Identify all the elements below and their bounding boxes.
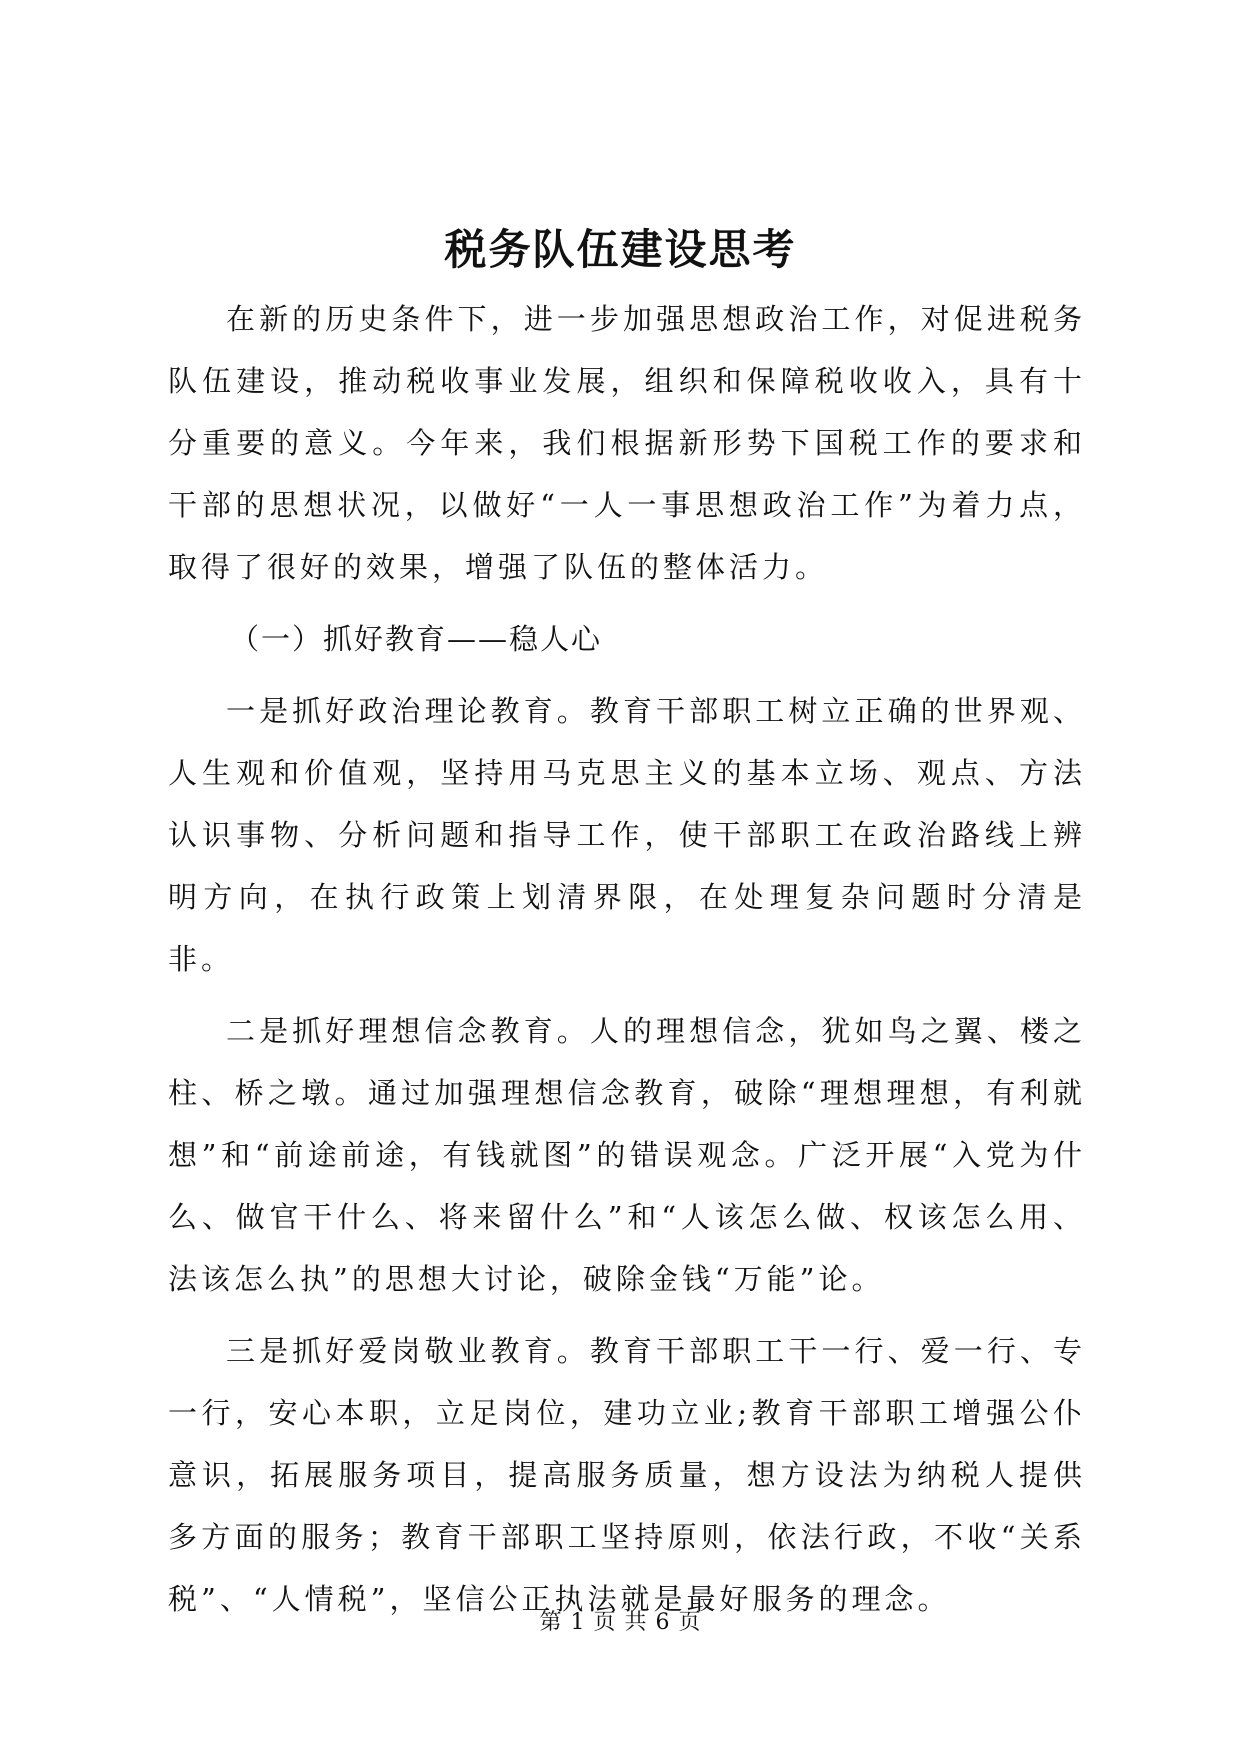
body-paragraph-dedication: 三是抓好爱岗敬业教育。教育干部职工干一行、爱一行、专一行，安心本职，立足岗位，建功立业;教育干部职工增强公仆意识，拓展服务项目，提高服务质量，想方设法为纳税人提供多方面的服务；教育干部职工坚持原则，依法行政，不收“关系税”、“人情税”，坚信公正执法就是最好服务的理念。 (168, 1334, 1086, 1616)
section-heading: （一）抓好教育——稳人心 (230, 622, 603, 656)
document-title: 税务队伍建设思考 (444, 225, 797, 274)
page-number-footer: 第 1 页 共 6 页 (539, 1610, 702, 1635)
document-body (168, 288, 1086, 1630)
intro-paragraph: 在新的历史条件下，进一步加强思想政治工作，对促进税务队伍建设，推动税收事业发展，组织和保障税收收入，具有十分重要的意义。今年来，我们根据新形势下国税工作的要求和干部的思想状况，以做好“一人一事思想政治工作”为着力点，取得了很好的效果，增强了队伍的整体活力。 (168, 302, 1086, 584)
body-paragraph-political-theory: 一是抓好政治理论教育。教育干部职工树立正确的世界观、人生观和价值观，坚持用马克思主义的基本立场、观点、方法认识事物、分析问题和指导工作，使干部职工在政治路线上辨明方向，在执行政策上划清界限，在处理复杂问题时分清是非。 (168, 694, 1086, 976)
body-paragraph-ideals-beliefs: 二是抓好理想信念教育。人的理想信念，犹如鸟之翼、楼之柱、桥之墩。通过加强理想信念教育，破除“理想理想，有利就想”和“前途前途，有钱就图”的错误观念。广泛开展“入党为什么、做官干什么、将来留什么”和“人该怎么做、权该怎么用、法该怎么执”的思想大讨论，破除金钱“万能”论。 (168, 1014, 1086, 1296)
